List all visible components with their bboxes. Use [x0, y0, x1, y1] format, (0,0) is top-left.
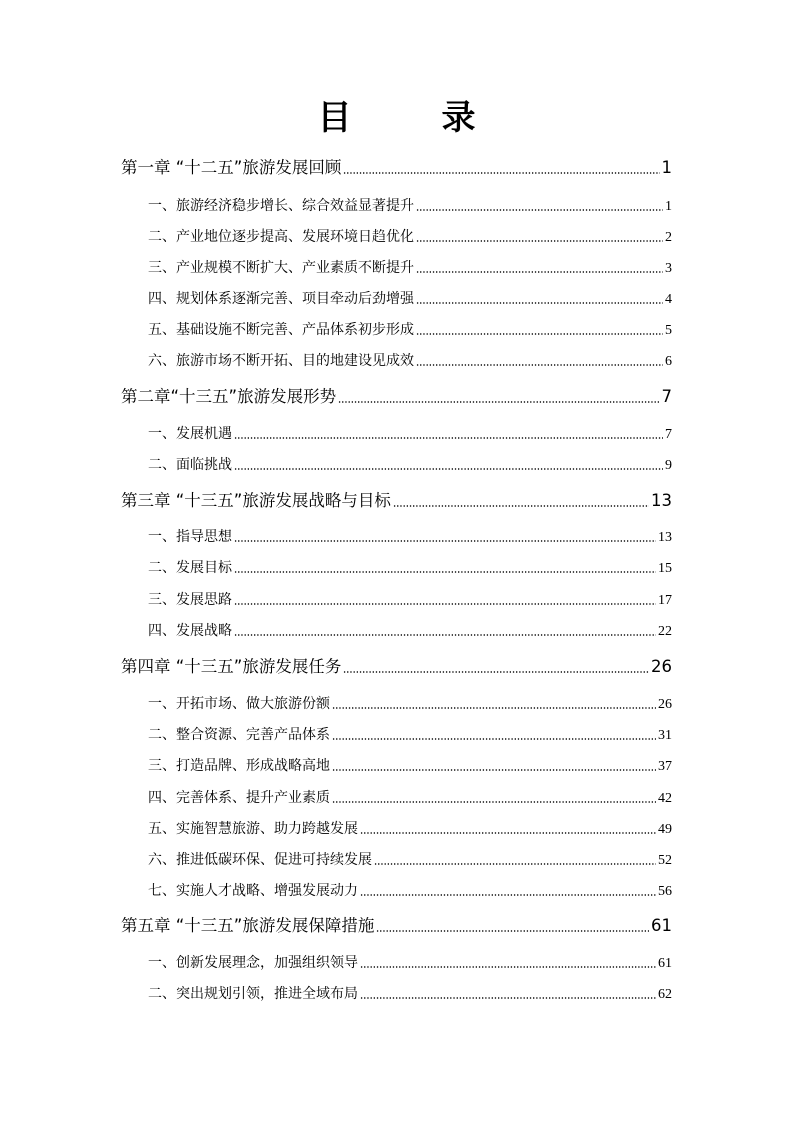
toc-section-entry[interactable] — [148, 725, 672, 746]
toc-section-entry[interactable] — [148, 196, 672, 217]
dot-leader — [338, 401, 659, 403]
page-number: 37 — [658, 759, 672, 774]
page-number: 31 — [658, 728, 672, 743]
toc-section-entry[interactable] — [148, 258, 672, 279]
page-number: 49 — [658, 822, 672, 837]
dot-leader — [234, 468, 663, 470]
page-number: 42 — [658, 791, 672, 806]
toc-section-entry[interactable] — [148, 289, 672, 310]
page-number: 62 — [658, 987, 672, 1002]
dot-leader — [234, 437, 663, 439]
section-title: 二、突出规划引领，推进全域布局 — [148, 986, 358, 1002]
toc-title: 目 录 — [317, 98, 504, 138]
section-title: 三、发展思路 — [148, 592, 232, 608]
dot-leader — [416, 302, 663, 304]
page-number: 1 — [665, 199, 672, 214]
section-title: 一、旅游经济稳步增长、综合效益显著提升 — [148, 198, 414, 214]
dot-leader — [332, 738, 656, 740]
dot-leader — [332, 801, 656, 803]
toc-section-entry[interactable] — [148, 953, 672, 974]
page-number: 15 — [658, 561, 672, 576]
section-title: 二、发展目标 — [148, 560, 232, 576]
toc-chapter-entry[interactable] — [121, 386, 672, 408]
section-title: 六、推进低碳环保、促进可持续发展 — [148, 852, 372, 868]
toc-section-entry[interactable] — [148, 590, 672, 611]
dot-leader — [416, 364, 663, 366]
dot-leader — [332, 769, 656, 771]
section-title: 一、创新发展理念，加强组织领导 — [148, 955, 358, 971]
toc-section-entry[interactable] — [148, 850, 672, 871]
page-number: 3 — [665, 261, 672, 276]
page-number: 1 — [661, 158, 672, 177]
page-number: 61 — [651, 916, 672, 935]
page-number: 26 — [658, 697, 672, 712]
page-number: 52 — [658, 853, 672, 868]
toc-chapter-entry[interactable] — [121, 656, 672, 678]
dot-leader — [360, 966, 656, 968]
dot-leader — [234, 540, 656, 542]
page-number: 13 — [651, 491, 672, 510]
toc-section-entry[interactable] — [148, 788, 672, 809]
dot-leader — [360, 832, 656, 834]
section-title: 七、实施人才战略、增强发展动力 — [148, 883, 358, 899]
section-title: 二、整合资源、完善产品体系 — [148, 727, 330, 743]
toc-section-entry[interactable] — [148, 455, 672, 476]
section-title: 二、面临挑战 — [148, 457, 232, 473]
section-title: 六、旅游市场不断开拓、目的地建设见成效 — [148, 353, 414, 369]
page-number: 7 — [661, 387, 672, 406]
chapter-title: 第一章 “十二五”旅游发展回顾 — [121, 158, 342, 177]
section-title: 四、发展战略 — [148, 623, 232, 639]
toc-section-entry[interactable] — [148, 527, 672, 548]
page-number: 5 — [665, 323, 672, 338]
toc-chapter-entry[interactable] — [121, 157, 672, 179]
toc-section-entry[interactable] — [148, 227, 672, 248]
toc-section-entry[interactable] — [148, 558, 672, 579]
section-title: 三、打造品牌、形成战略高地 — [148, 758, 330, 774]
section-title: 五、实施智慧旅游、助力跨越发展 — [148, 821, 358, 837]
toc-section-entry[interactable] — [148, 320, 672, 341]
page-number: 6 — [665, 354, 672, 369]
section-title: 一、发展机遇 — [148, 426, 232, 442]
dot-leader — [360, 997, 656, 999]
toc-chapter-entry[interactable] — [121, 490, 672, 512]
dot-leader — [416, 240, 663, 242]
section-title: 五、基础设施不断完善、产品体系初步形成 — [148, 322, 414, 338]
chapter-title: 第四章 “十三五”旅游发展任务 — [121, 657, 342, 676]
dot-leader — [234, 634, 656, 636]
page-number: 13 — [658, 530, 672, 545]
toc-section-entry[interactable] — [148, 621, 672, 642]
page-number: 9 — [665, 458, 672, 473]
toc-section-entry[interactable] — [148, 819, 672, 840]
toc-section-entry[interactable] — [148, 351, 672, 372]
page-number: 56 — [658, 884, 672, 899]
page-number: 7 — [665, 427, 672, 442]
page-number: 2 — [665, 230, 672, 245]
section-title: 三、产业规模不断扩大、产业素质不断提升 — [148, 260, 414, 276]
toc-section-entry[interactable] — [148, 756, 672, 777]
dot-leader — [416, 333, 663, 335]
page-number: 26 — [651, 657, 672, 676]
dot-leader — [343, 671, 649, 673]
toc-section-entry[interactable] — [148, 984, 672, 1005]
section-title: 四、完善体系、提升产业素质 — [148, 790, 330, 806]
dot-leader — [416, 271, 663, 273]
dot-leader — [393, 505, 649, 507]
toc-chapter-entry[interactable] — [121, 915, 672, 937]
dot-leader — [416, 209, 663, 211]
section-title: 一、开拓市场、做大旅游份额 — [148, 696, 330, 712]
chapter-title: 第二章“十三五”旅游发展形势 — [121, 387, 337, 406]
toc-section-entry[interactable] — [148, 694, 672, 715]
page-number: 22 — [658, 624, 672, 639]
page-number: 4 — [665, 292, 672, 307]
section-title: 二、产业地位逐步提高、发展环境日趋优化 — [148, 229, 414, 245]
toc-section-entry[interactable] — [148, 424, 672, 445]
page-number: 61 — [658, 956, 672, 971]
dot-leader — [376, 930, 649, 932]
chapter-title: 第五章 “十三五”旅游发展保障措施 — [121, 916, 375, 935]
dot-leader — [360, 894, 656, 896]
page-number: 17 — [658, 593, 672, 608]
dot-leader — [374, 863, 656, 865]
section-title: 四、规划体系逐渐完善、项目牵动后劲增强 — [148, 291, 414, 307]
toc-section-entry[interactable] — [148, 881, 672, 902]
section-title: 一、指导思想 — [148, 529, 232, 545]
dot-leader — [332, 707, 656, 709]
dot-leader — [343, 172, 659, 174]
dot-leader — [234, 571, 656, 573]
chapter-title: 第三章 “十三五”旅游发展战略与目标 — [121, 491, 391, 510]
dot-leader — [234, 603, 656, 605]
